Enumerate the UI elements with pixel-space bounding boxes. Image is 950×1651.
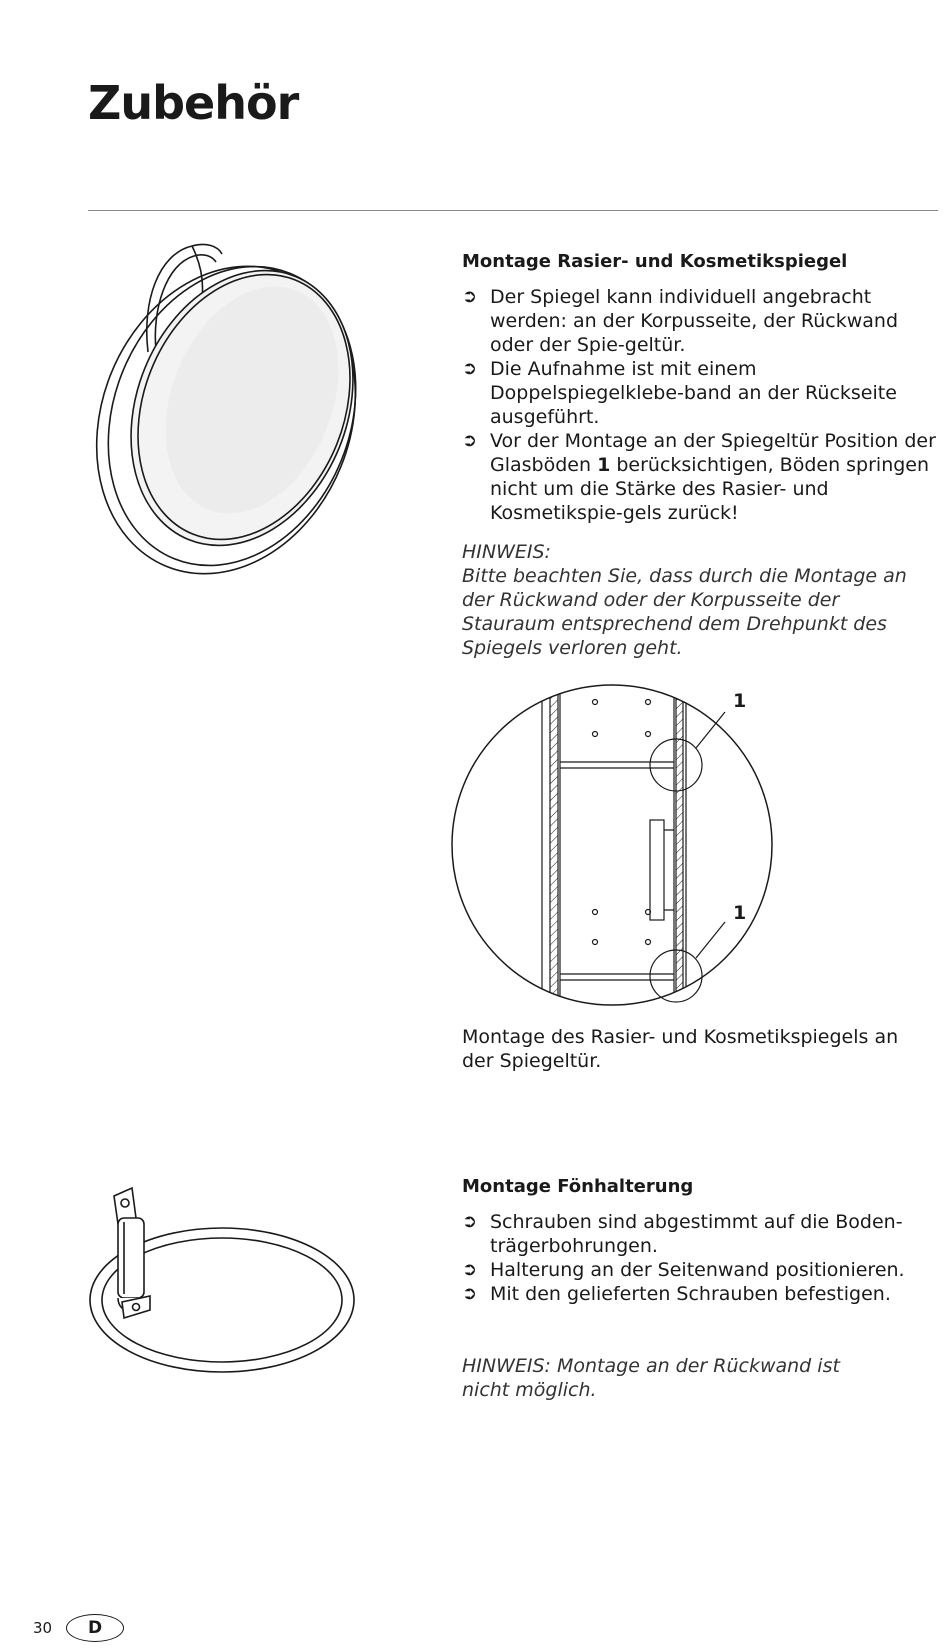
arrow-right-icon: ➲: [462, 1211, 478, 1232]
arrow-right-icon: ➲: [462, 430, 478, 451]
callout-label-bottom: 1: [733, 902, 747, 924]
list-item-text: Die Aufnahme ist mit einem Doppelspiegelklebe-band an der Rückseite ausgeführt.: [490, 358, 897, 428]
mirror-note: [462, 540, 932, 660]
language-badge: D: [66, 1614, 124, 1642]
list-item-text: Schrauben sind abgestimmt auf die Boden-trägerbohrungen.: [490, 1211, 903, 1257]
section-heading-dryer-holder: Montage Fönhalterung: [462, 1176, 694, 1197]
hair-dryer-holder-illustration: [84, 1178, 364, 1378]
list-item: [462, 1282, 937, 1306]
title-divider: [88, 210, 938, 211]
list-item: [462, 1210, 937, 1258]
list-item: [462, 285, 937, 357]
list-item: [462, 429, 937, 525]
list-item: [462, 357, 937, 429]
arrow-right-icon: ➲: [462, 1259, 478, 1280]
page-number: 30: [33, 1619, 53, 1637]
list-item-text: Halterung an der Seitenwand positionieren.: [490, 1259, 905, 1281]
mirror-door-detail-drawing: [450, 680, 780, 1010]
dryer-holder-instructions-list: [462, 1210, 937, 1306]
list-item-text-part: Vor der Montage an der Spiegeltür Position der Glasböden: [490, 430, 936, 476]
arrow-right-icon: ➲: [462, 286, 478, 307]
list-item: [462, 1258, 937, 1282]
round-mirror-illustration: [80, 232, 370, 582]
section-heading-mirror: Montage Rasier- und Kosmetikspiegel: [462, 251, 848, 272]
mirror-instructions-list: [462, 285, 937, 525]
figure-caption: Montage des Rasier- und Kosmetikspiegels an der Spiegeltür.: [462, 1026, 899, 1072]
arrow-right-icon: ➲: [462, 1283, 478, 1304]
dryer-holder-note: HINWEIS: Montage an der Rückwand ist nicht möglich.: [462, 1355, 840, 1401]
reference-number: 1: [597, 454, 611, 476]
list-item-text: Mit den gelieferten Schrauben befestigen.: [490, 1283, 891, 1305]
list-item-text: Der Spiegel kann individuell angebracht werden: an der Korpusseite, der Rückwand oder der Spie-geltür.: [490, 286, 899, 356]
note-text: Bitte beachten Sie, dass durch die Montage an der Rückwand oder der Korpusseite der Stauraum entsprechend dem Drehpunkt des Spiegels verloren geht.: [462, 565, 907, 659]
page-title: Zubehör: [88, 76, 299, 130]
list-item-text-part: berücksichtigen, Böden springen nicht um die Stärke des Rasier- und Kosmetikspie-gels zurück!: [490, 454, 930, 524]
note-label: HINWEIS:: [462, 541, 551, 563]
arrow-right-icon: ➲: [462, 358, 478, 379]
callout-label-top: 1: [733, 690, 747, 712]
